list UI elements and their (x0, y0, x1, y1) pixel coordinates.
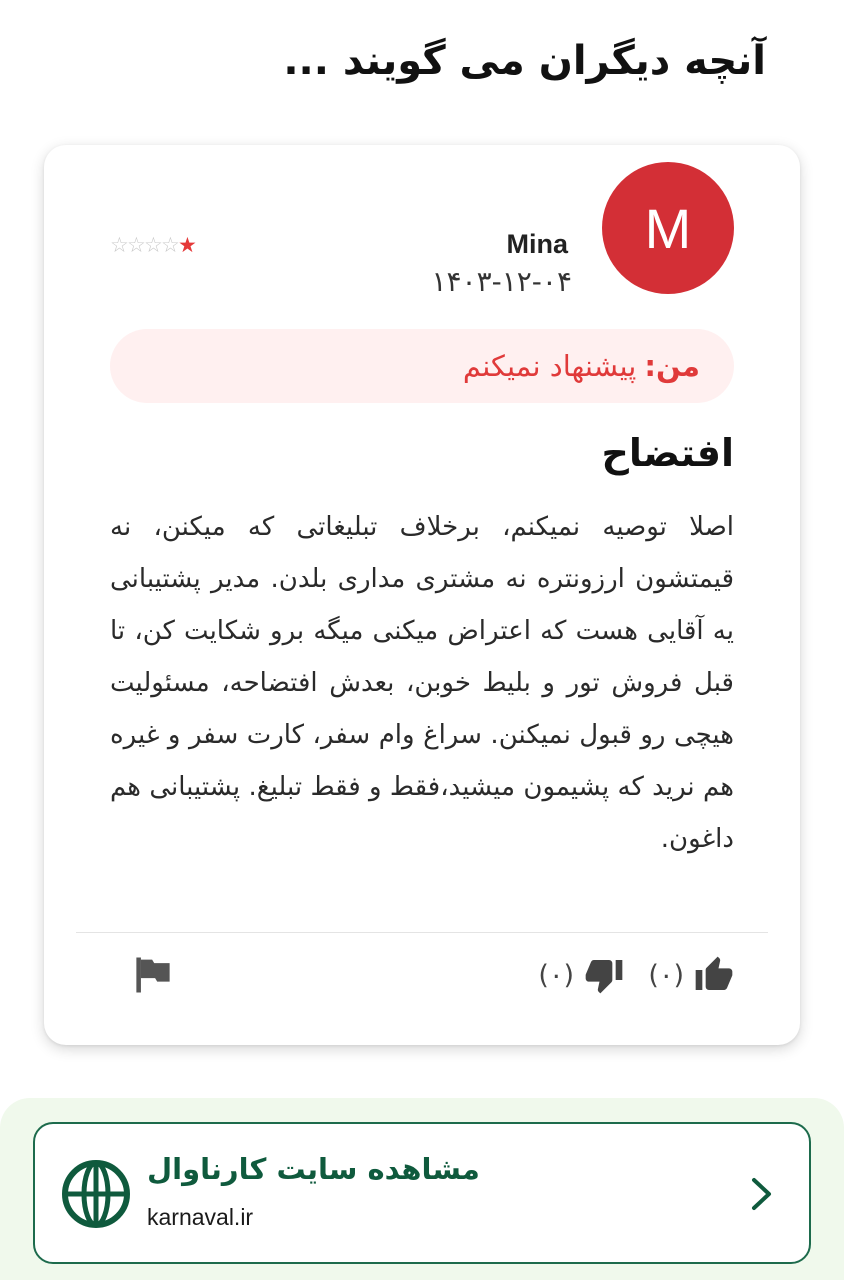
visit-site-card[interactable] (33, 1122, 811, 1264)
recommendation-badge (110, 329, 734, 403)
thumbs-down-icon (584, 955, 624, 995)
promo-title: مشاهده سایت کارناوال (147, 1152, 480, 1186)
globe-icon (61, 1159, 131, 1229)
thumbs-up-icon (694, 955, 734, 995)
avatar: M (602, 162, 734, 294)
star-icon: ☆ (110, 233, 129, 257)
recommendation-label: من: (644, 349, 700, 383)
review-title: افتضاح (601, 431, 734, 475)
flag-icon (132, 953, 174, 997)
star-icon: ☆ (127, 233, 146, 257)
dislike-count: (۰) (538, 959, 574, 991)
star-rating (110, 235, 195, 256)
divider (76, 932, 768, 933)
report-button[interactable] (132, 953, 174, 997)
like-button[interactable] (648, 955, 734, 995)
promo-url: karnaval.ir (147, 1204, 254, 1230)
star-icon: ☆ (144, 233, 163, 257)
chevron-right-icon (749, 1174, 775, 1214)
section-title: آنچه دیگران می گویند ... (283, 38, 766, 84)
recommendation-value: پیشنهاد نمیکنم (462, 349, 637, 383)
star-icon: ★ (178, 233, 197, 257)
dislike-button[interactable] (538, 955, 624, 995)
author-name: Mina (506, 229, 568, 259)
review-date: ۱۴۰۳-۱۲-۰۴ (431, 265, 572, 298)
review-body: اصلا توصیه نمیکنم، برخلاف تبلیغاتی که میکنن، نه قیمتشون ارزونتره نه مشتری مداری بلدن. مدیر پشتیبانی یه آقایی هست که اعتراض میکنی میگه برو شکایت کن، تا قبل فروش تور و بلیط خوبن، بعدش افتضاحه، مسئولیت هیچی رو قبول نمیکنن. سراغ وام سفر، کارت سفر و غیره هم نرید که پشیمون میشید،فقط و فقط تبلیغ. پشتیبانی هم داغون. (110, 512, 734, 854)
review-card (44, 145, 800, 1045)
like-count: (۰) (648, 959, 684, 991)
star-icon: ☆ (161, 233, 180, 257)
review-actions (44, 949, 800, 1009)
